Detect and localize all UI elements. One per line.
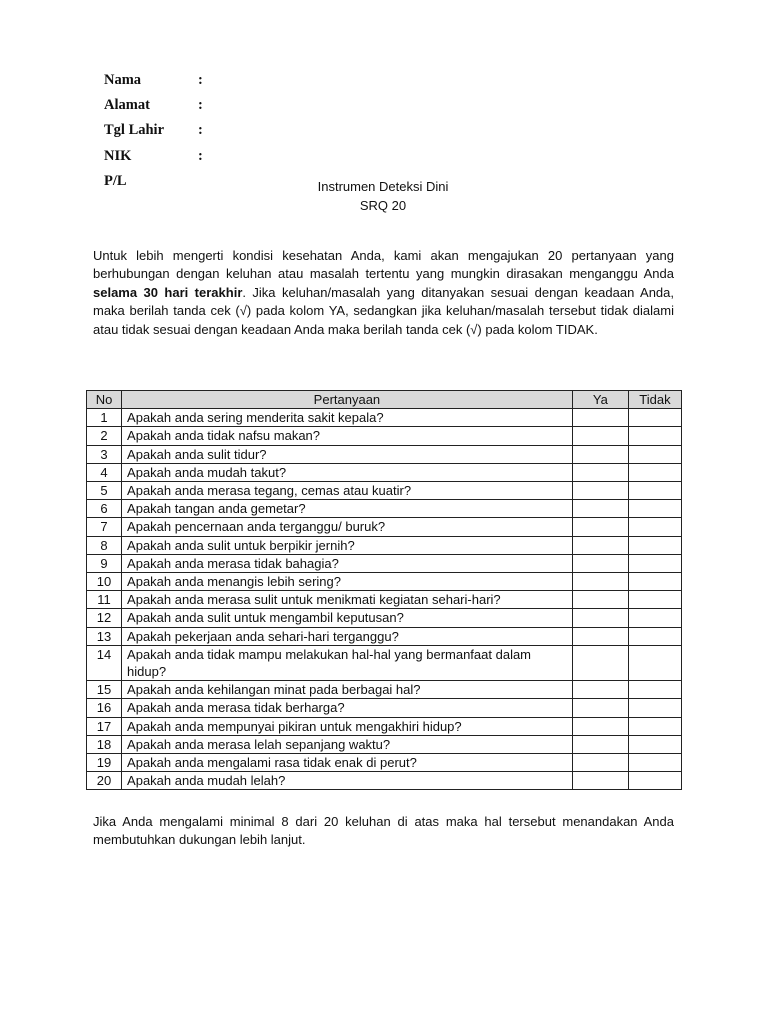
row-number: 5 — [87, 482, 122, 500]
tidak-checkbox-cell[interactable] — [628, 445, 681, 463]
row-question: Apakah anda mengalami rasa tidak enak di perut? — [122, 754, 573, 772]
field-label: P/L — [104, 172, 127, 189]
ya-checkbox-cell[interactable] — [572, 627, 628, 645]
field-label: NIK — [104, 147, 132, 164]
row-number: 18 — [87, 735, 122, 753]
field-colon: : — [198, 97, 203, 114]
field-label: Nama — [104, 72, 142, 89]
ya-checkbox-cell[interactable] — [572, 699, 628, 717]
tidak-checkbox-cell[interactable] — [628, 699, 681, 717]
intro-text-end: . Jika keluhan/masalah yang ditanyakan sesuai dengan keadaan Anda, maka berilah tanda cek (√) pada kolom YA, sedangkan jika keluhan/masalah tersebut tidak dialami atau tidak sesuai dengan keadaan Anda maka berilah tanda cek (√) pada kolom TIDAK. — [93, 284, 674, 337]
tidak-checkbox-cell[interactable] — [628, 717, 681, 735]
row-question: Apakah anda tidak mampu melakukan hal-hal yang bermanfaat dalam hidup? — [122, 645, 573, 680]
row-number: 12 — [87, 609, 122, 627]
tidak-checkbox-cell[interactable] — [628, 645, 681, 680]
field-alamat — [104, 93, 208, 118]
ya-checkbox-cell[interactable] — [572, 445, 628, 463]
row-question: Apakah anda tidak nafsu makan? — [122, 427, 573, 445]
table-row — [87, 591, 682, 609]
row-question: Apakah anda menangis lebih sering? — [122, 573, 573, 591]
row-question: Apakah anda mempunyai pikiran untuk mengakhiri hidup? — [122, 717, 573, 735]
ya-checkbox-cell[interactable] — [572, 409, 628, 427]
intro-bold-text: selama 30 hari terakhir — [93, 284, 243, 300]
table-row — [87, 409, 682, 427]
tidak-checkbox-cell[interactable] — [628, 554, 681, 572]
ya-checkbox-cell[interactable] — [572, 645, 628, 680]
field-colon: : — [198, 147, 203, 164]
document-title: Instrumen Deteksi Dini — [317, 179, 449, 194]
field-label: Alamat — [104, 97, 150, 114]
row-number: 8 — [87, 536, 122, 554]
field-colon: : — [198, 122, 203, 139]
table-body — [87, 409, 682, 790]
row-question: Apakah anda sering menderita sakit kepala? — [122, 409, 573, 427]
tidak-checkbox-cell[interactable] — [628, 427, 681, 445]
row-number: 14 — [87, 645, 122, 680]
row-number: 16 — [87, 699, 122, 717]
row-number: 1 — [87, 409, 122, 427]
ya-checkbox-cell[interactable] — [572, 554, 628, 572]
row-question: Apakah anda merasa sulit untuk menikmati kegiatan sehari-hari? — [122, 591, 573, 609]
table-row — [87, 627, 682, 645]
tidak-checkbox-cell[interactable] — [628, 772, 681, 790]
ya-checkbox-cell[interactable] — [572, 463, 628, 481]
row-number: 3 — [87, 445, 122, 463]
ya-checkbox-cell[interactable] — [572, 573, 628, 591]
ya-checkbox-cell[interactable] — [572, 518, 628, 536]
table-row — [87, 573, 682, 591]
tidak-checkbox-cell[interactable] — [628, 409, 681, 427]
table-row — [87, 518, 682, 536]
row-question: Apakah anda mudah lelah? — [122, 772, 573, 790]
row-number: 17 — [87, 717, 122, 735]
ya-checkbox-cell[interactable] — [572, 591, 628, 609]
row-question: Apakah anda kehilangan minat pada berbagai hal? — [122, 681, 573, 699]
row-question: Apakah anda sulit tidur? — [122, 445, 573, 463]
table-row — [87, 427, 682, 445]
table-row — [87, 717, 682, 735]
ya-checkbox-cell[interactable] — [572, 482, 628, 500]
identity-fields — [104, 68, 208, 194]
tidak-checkbox-cell[interactable] — [628, 681, 681, 699]
tidak-checkbox-cell[interactable] — [628, 573, 681, 591]
tidak-checkbox-cell[interactable] — [628, 754, 681, 772]
table-row — [87, 445, 682, 463]
row-question: Apakah anda merasa tidak bahagia? — [122, 554, 573, 572]
table-row — [87, 735, 682, 753]
table-row — [87, 500, 682, 518]
row-question: Apakah anda merasa lelah sepanjang waktu? — [122, 735, 573, 753]
ya-checkbox-cell[interactable] — [572, 735, 628, 753]
field-nik — [104, 144, 208, 169]
table-row — [87, 482, 682, 500]
tidak-checkbox-cell[interactable] — [628, 463, 681, 481]
ya-checkbox-cell[interactable] — [572, 500, 628, 518]
table-row — [87, 536, 682, 554]
intro-paragraph — [93, 247, 674, 339]
table-row — [87, 554, 682, 572]
row-number: 15 — [87, 681, 122, 699]
table-header-row — [87, 391, 682, 409]
title-block — [0, 177, 768, 215]
table-row — [87, 772, 682, 790]
ya-checkbox-cell[interactable] — [572, 717, 628, 735]
row-number: 6 — [87, 500, 122, 518]
srq-table — [86, 390, 682, 790]
field-tgl-lahir — [104, 118, 208, 143]
table-row — [87, 699, 682, 717]
row-question: Apakah anda sulit untuk mengambil keputusan? — [122, 609, 573, 627]
row-question: Apakah pencernaan anda terganggu/ buruk? — [122, 518, 573, 536]
intro-text-start: Untuk lebih mengerti kondisi kesehatan Anda, kami akan mengajukan 20 pertanyaan yang berhubungan dengan keluhan atau masalah tertentu yang mungkin dirasakan menganggu Anda — [93, 248, 674, 282]
row-question: Apakah tangan anda gemetar? — [122, 500, 573, 518]
row-number: 20 — [87, 772, 122, 790]
tidak-checkbox-cell[interactable] — [628, 609, 681, 627]
row-number: 7 — [87, 518, 122, 536]
table-row — [87, 681, 682, 699]
header-tidak: Tidak — [628, 391, 681, 409]
row-number: 13 — [87, 627, 122, 645]
row-question: Apakah pekerjaan anda sehari-hari terganggu? — [122, 627, 573, 645]
document-subtitle: SRQ 20 — [359, 198, 407, 213]
row-number: 10 — [87, 573, 122, 591]
row-number: 9 — [87, 554, 122, 572]
field-colon: : — [198, 72, 203, 89]
row-number: 19 — [87, 754, 122, 772]
row-question: Apakah anda sulit untuk berpikir jernih? — [122, 536, 573, 554]
row-number: 4 — [87, 463, 122, 481]
header-question: Pertanyaan — [122, 391, 573, 409]
row-question: Apakah anda merasa tegang, cemas atau kuatir? — [122, 482, 573, 500]
table-row — [87, 463, 682, 481]
row-number: 11 — [87, 591, 122, 609]
table-row — [87, 645, 682, 680]
ya-checkbox-cell[interactable] — [572, 609, 628, 627]
ya-checkbox-cell[interactable] — [572, 772, 628, 790]
tidak-checkbox-cell[interactable] — [628, 518, 681, 536]
tidak-checkbox-cell[interactable] — [628, 500, 681, 518]
tidak-checkbox-cell[interactable] — [628, 735, 681, 753]
field-nama — [104, 68, 208, 93]
ya-checkbox-cell[interactable] — [572, 681, 628, 699]
row-number: 2 — [87, 427, 122, 445]
ya-checkbox-cell[interactable] — [572, 427, 628, 445]
header-no: No — [87, 391, 122, 409]
tidak-checkbox-cell[interactable] — [628, 482, 681, 500]
table-row — [87, 609, 682, 627]
ya-checkbox-cell[interactable] — [572, 754, 628, 772]
header-ya: Ya — [572, 391, 628, 409]
tidak-checkbox-cell[interactable] — [628, 591, 681, 609]
tidak-checkbox-cell[interactable] — [628, 627, 681, 645]
field-label: Tgl Lahir — [104, 122, 165, 139]
closing-paragraph: Jika Anda mengalami minimal 8 dari 20 keluhan di atas maka hal tersebut menandakan Anda membutuhkan dukungan lebih lanjut. — [93, 814, 674, 848]
tidak-checkbox-cell[interactable] — [628, 536, 681, 554]
table-row — [87, 754, 682, 772]
row-question: Apakah anda merasa tidak berharga? — [122, 699, 573, 717]
ya-checkbox-cell[interactable] — [572, 536, 628, 554]
row-question: Apakah anda mudah takut? — [122, 463, 573, 481]
